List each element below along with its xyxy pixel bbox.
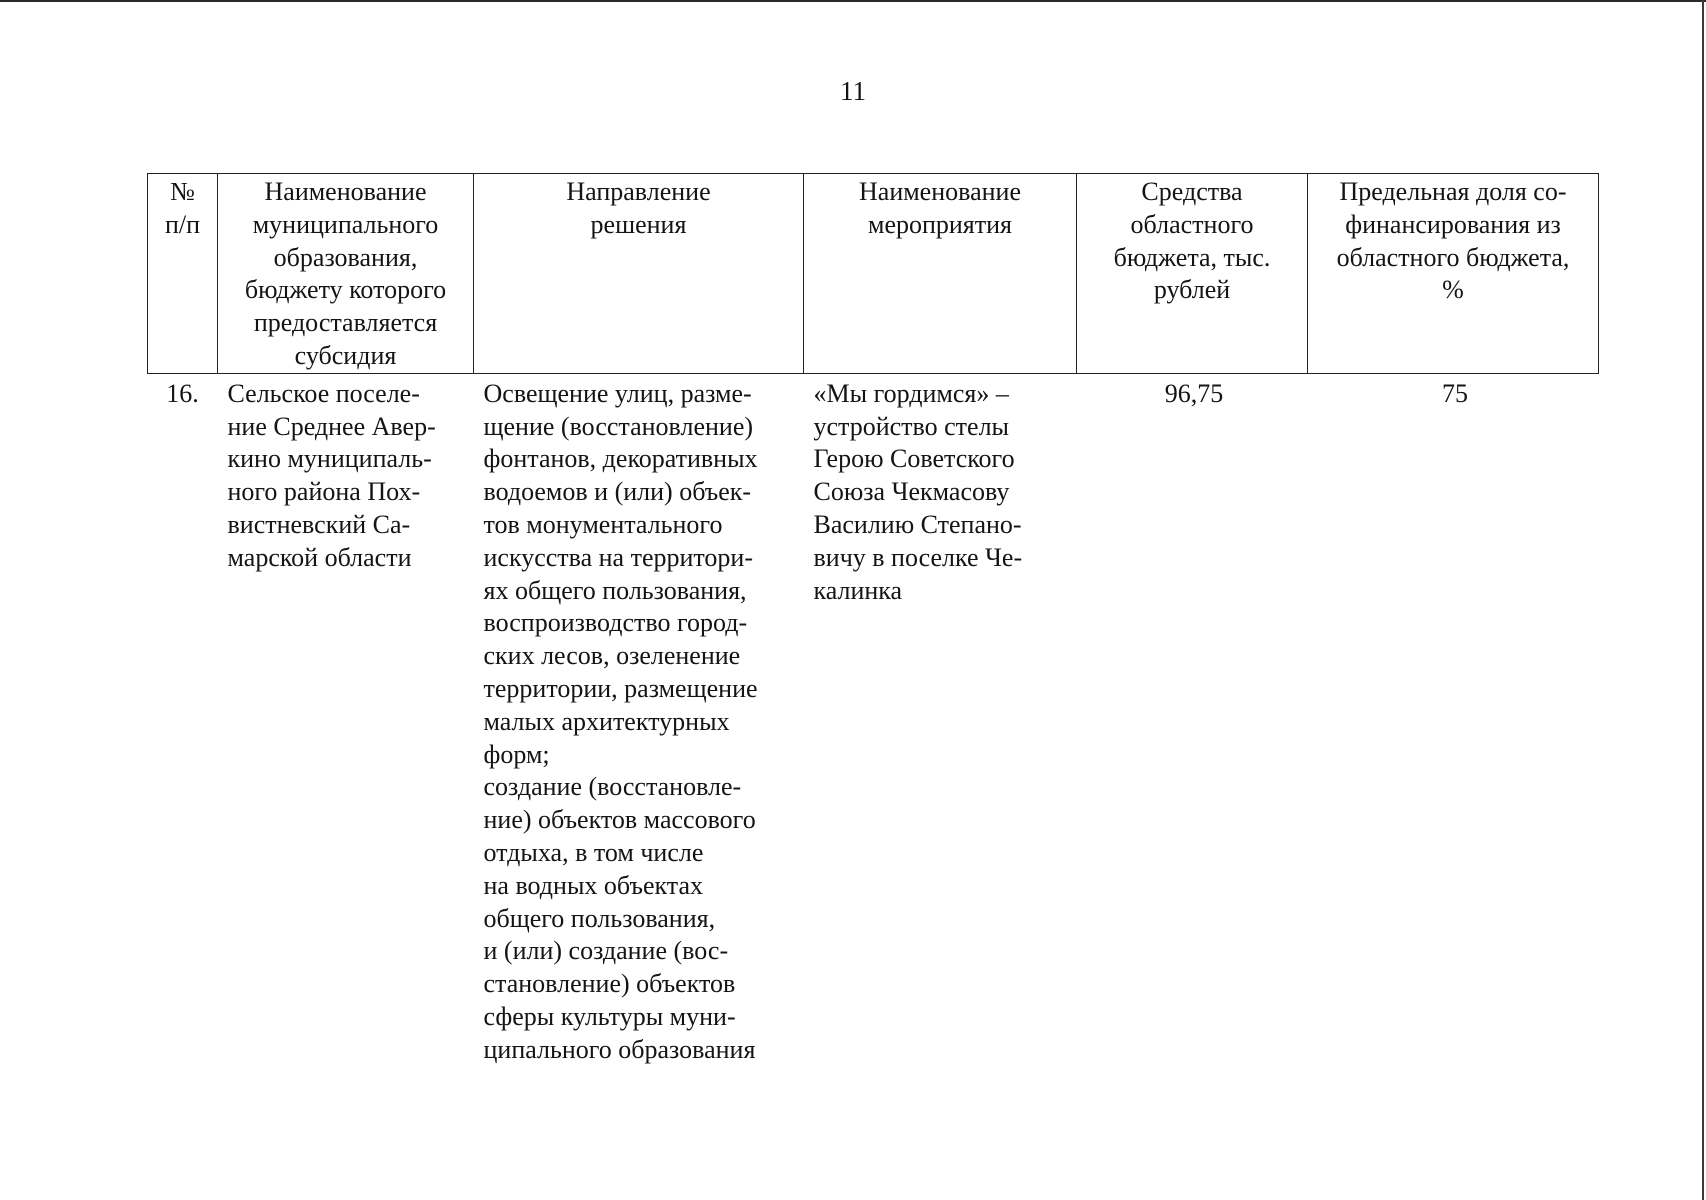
table-row [148,373,1599,1066]
header-number: № п/п [148,174,218,374]
row-municipality: Сельское поселе- ние Среднее Авер- кино муниципаль- ного района Пох- вистневский Са- марской области [227,378,436,572]
row-funds: 96,75 [1164,378,1224,408]
header-row [148,174,1599,374]
table-header [148,174,1599,374]
page-top-border [0,0,1706,2]
subsidy-table [147,173,1599,1067]
header-municipality: Наименование муниципального образования, бюджету которого предоставляется субсидия [218,174,474,374]
page-right-border [1702,0,1704,1200]
header-event: Наименование мероприятия [804,174,1077,374]
header-direction: Направление решения [474,174,804,374]
table-body [148,373,1599,1066]
row-number: 16. [166,378,199,408]
row-event: «Мы гордимся» – устройство стелы Герою Советского Союза Чекмасову Василию Степано- вичу в поселке Че- калинка [813,378,1023,605]
row-share: 75 [1442,378,1468,408]
page-number: 11 [840,76,866,106]
header-funds: Средства областного бюджета, тыс. рублей [1077,174,1308,374]
header-share: Предельная доля со- финансирования из областного бюджета, % [1308,174,1599,374]
row-direction: Освещение улиц, разме- щение (восстановление) фонтанов, декоративных водоемов и (или) объек- тов монументального искусства на территори- ях общего пользования, воспроизводство город- ских лесов, озеленение территории, размещение малых архитектурных форм; создание (восстановле- ние) объектов массового отдыха, в том числе на водных объектах общего пользования, и (или) создание (вос- становление) объектов сферы культуры муни- ципального образования [483,378,758,1064]
